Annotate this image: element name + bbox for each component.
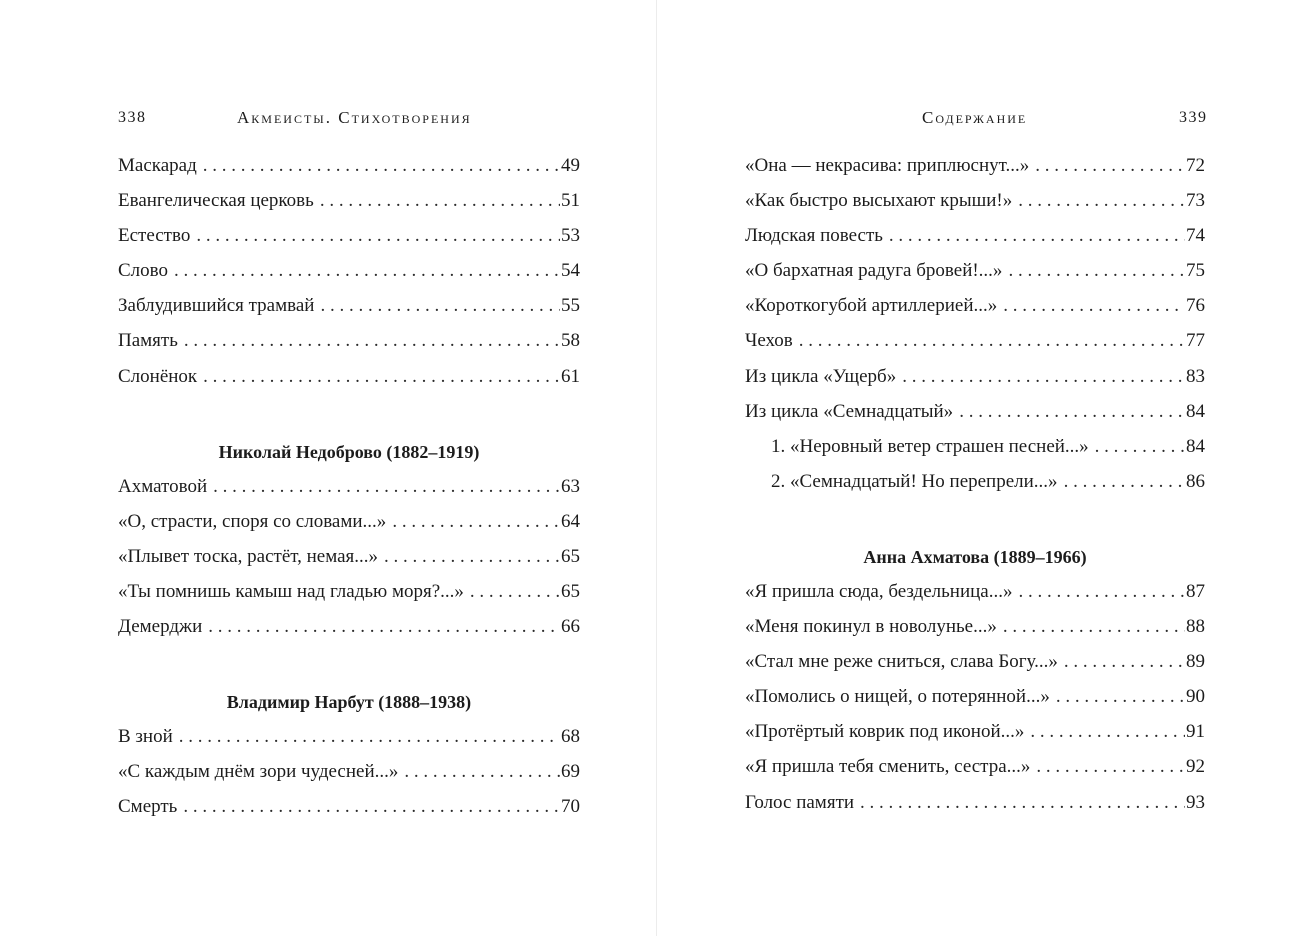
entry-title: Людская повесть <box>745 225 883 247</box>
dot-leader <box>889 225 1185 247</box>
entry-title: Память <box>118 330 178 352</box>
entry-page-number: 51 <box>561 190 580 212</box>
entry-page-number: 93 <box>1186 791 1205 813</box>
entry-title: В зной <box>118 726 173 748</box>
entry-page-number: 61 <box>561 365 580 387</box>
dot-leader <box>902 366 1185 388</box>
dot-leader <box>1003 616 1185 638</box>
toc-entry[interactable] <box>118 155 580 190</box>
entry-page-number: 70 <box>561 796 580 818</box>
toc-entry[interactable] <box>745 721 1205 756</box>
dot-leader <box>184 330 560 352</box>
dot-leader <box>860 792 1185 814</box>
running-head: Акмеисты. Стихотворения <box>237 108 472 127</box>
toc-entry[interactable] <box>118 616 580 651</box>
entry-page-number: 72 <box>1186 155 1205 176</box>
toc-entry[interactable] <box>118 511 580 546</box>
toc-entry[interactable] <box>118 225 580 260</box>
dot-leader <box>174 260 560 282</box>
dot-leader <box>470 581 560 603</box>
toc-entry[interactable] <box>118 581 580 616</box>
entry-page-number: 69 <box>561 761 580 783</box>
toc-entry[interactable] <box>745 651 1205 686</box>
dot-leader <box>392 511 560 533</box>
running-head: Содержание <box>922 108 1028 127</box>
entry-title: «Я пришла тебя сменить, сестра...» <box>745 756 1031 778</box>
entry-title: Из цикла «Ущерб» <box>745 365 897 387</box>
entry-title: «Меня покинул в новолунье...» <box>745 616 997 638</box>
toc-entry[interactable] <box>745 330 1205 365</box>
dot-leader <box>213 476 560 498</box>
page-number: 338 <box>118 109 147 126</box>
entry-title: Естество <box>118 225 191 247</box>
dot-leader <box>1030 721 1185 743</box>
entry-title: 1. «Неровный ветер страшен песней...» <box>771 435 1089 457</box>
entry-page-number: 66 <box>561 616 580 638</box>
entry-title: «Она — некрасива: приплюснут...» <box>745 155 1030 176</box>
dot-leader <box>1064 471 1185 493</box>
toc-entry[interactable] <box>745 155 1205 190</box>
entry-page-number: 68 <box>561 726 580 748</box>
author-heading: Владимир Нарбут (1888–1938) <box>226 692 472 713</box>
dot-leader <box>1003 295 1185 317</box>
dot-leader <box>1008 260 1185 282</box>
toc-entry[interactable] <box>118 546 580 581</box>
dot-leader <box>1018 190 1185 212</box>
dot-leader <box>1056 686 1185 708</box>
table-of-contents <box>118 155 580 831</box>
entry-page-number: 65 <box>561 580 580 602</box>
dot-leader <box>1064 651 1185 673</box>
entry-page-number: 88 <box>1186 616 1205 638</box>
entry-page-number: 55 <box>561 295 580 317</box>
entry-title: Маскарад <box>118 155 197 176</box>
toc-entry[interactable] <box>745 686 1205 721</box>
entry-page-number: 76 <box>1186 295 1205 317</box>
author-heading: Анна Ахматова (1889–1966) <box>863 546 1087 567</box>
dot-leader <box>196 225 560 247</box>
toc-entry[interactable] <box>745 792 1205 827</box>
dot-leader <box>320 295 560 317</box>
toc-entry[interactable] <box>745 471 1205 506</box>
entry-title: «Ты помнишь камыш над гладью моря?...» <box>118 580 464 602</box>
toc-entry[interactable] <box>118 295 580 330</box>
entry-page-number: 53 <box>561 225 580 247</box>
toc-entry[interactable] <box>745 436 1205 471</box>
toc-entry[interactable] <box>745 616 1205 651</box>
entry-page-number: 91 <box>1186 721 1205 743</box>
dot-leader <box>1095 436 1185 458</box>
dot-leader <box>799 330 1185 352</box>
entry-page-number: 49 <box>561 155 580 176</box>
toc-entry[interactable] <box>745 366 1205 401</box>
entry-title: «С каждым днём зори чудесней...» <box>118 761 399 783</box>
toc-entry[interactable] <box>118 476 580 511</box>
dot-leader <box>203 366 560 388</box>
entry-title: «Короткогубой артиллерией...» <box>745 295 998 317</box>
entry-title: Евангелическая церковь <box>118 190 314 212</box>
toc-entry[interactable] <box>745 401 1205 436</box>
entry-page-number: 86 <box>1186 470 1205 492</box>
entry-title: «О, страсти, споря со словами...» <box>118 510 387 532</box>
entry-title: Из цикла «Семнадцатый» <box>745 400 954 422</box>
entry-page-number: 89 <box>1186 651 1205 673</box>
toc-entry[interactable] <box>745 295 1205 330</box>
entry-page-number: 92 <box>1186 756 1205 778</box>
author-heading: Николай Недоброво (1882–1919) <box>218 441 480 462</box>
entry-page-number: 73 <box>1186 190 1205 212</box>
toc-entry[interactable] <box>118 190 580 225</box>
entry-title: Голос памяти <box>745 791 855 813</box>
dot-leader <box>1036 756 1185 778</box>
entry-title: Чехов <box>745 330 793 352</box>
dot-leader <box>1019 581 1186 603</box>
entry-title: Ахматовой <box>118 475 208 497</box>
table-of-contents <box>745 155 1205 827</box>
toc-entry[interactable] <box>745 756 1205 791</box>
toc-entry[interactable] <box>118 330 580 365</box>
entry-title: Слонёнок <box>118 365 198 387</box>
dot-leader <box>203 155 560 177</box>
entry-page-number: 87 <box>1186 580 1205 602</box>
entry-page-number: 58 <box>561 330 580 352</box>
dot-leader <box>183 796 560 818</box>
entry-title: «Стал мне реже сниться, слава Богу...» <box>745 651 1058 673</box>
entry-title: 2. «Семнадцатый! Но перепрели...» <box>771 470 1058 492</box>
left-page <box>0 0 656 936</box>
entry-title: «Я пришла сюда, бездельница...» <box>745 580 1013 602</box>
toc-entry[interactable] <box>118 761 580 796</box>
entry-page-number: 54 <box>561 260 580 282</box>
entry-page-number: 64 <box>561 510 580 532</box>
entry-title: «Помолись о нищей, о потерянной...» <box>745 686 1050 708</box>
entry-page-number: 75 <box>1186 260 1205 282</box>
entry-page-number: 65 <box>561 545 580 567</box>
toc-entry[interactable] <box>745 260 1205 295</box>
entry-title: Смерть <box>118 796 178 818</box>
toc-entry[interactable] <box>118 260 580 295</box>
entry-page-number: 77 <box>1186 330 1205 352</box>
dot-leader <box>404 761 560 783</box>
entry-page-number: 63 <box>561 475 580 497</box>
entry-title: Слово <box>118 260 168 282</box>
toc-entry[interactable] <box>745 225 1205 260</box>
toc-entry[interactable] <box>118 726 580 761</box>
dot-leader <box>179 726 560 748</box>
dot-leader <box>1035 155 1185 177</box>
entry-title: «О бархатная радуга бровей!...» <box>745 260 1003 282</box>
entry-page-number: 84 <box>1186 400 1205 422</box>
dot-leader <box>320 190 560 212</box>
entry-title: «Как быстро высыхают крыши!» <box>745 190 1013 212</box>
entry-page-number: 90 <box>1186 686 1205 708</box>
dot-leader <box>384 546 560 568</box>
toc-entry[interactable] <box>745 581 1205 616</box>
dot-leader <box>208 616 560 638</box>
toc-entry[interactable] <box>745 190 1205 225</box>
page-number: 339 <box>1179 109 1208 126</box>
entry-title: Заблудившийся трамвай <box>118 295 315 317</box>
toc-entry[interactable] <box>118 366 580 401</box>
entry-title: «Протёртый коврик под иконой...» <box>745 721 1025 743</box>
right-page <box>657 0 1313 936</box>
entry-page-number: 83 <box>1186 365 1205 387</box>
toc-entry[interactable] <box>118 796 580 831</box>
dot-leader <box>959 401 1185 423</box>
entry-title: Демерджи <box>118 616 203 638</box>
entry-page-number: 74 <box>1186 225 1205 247</box>
entry-page-number: 84 <box>1186 435 1205 457</box>
entry-title: «Плывет тоска, растёт, немая...» <box>118 545 379 567</box>
